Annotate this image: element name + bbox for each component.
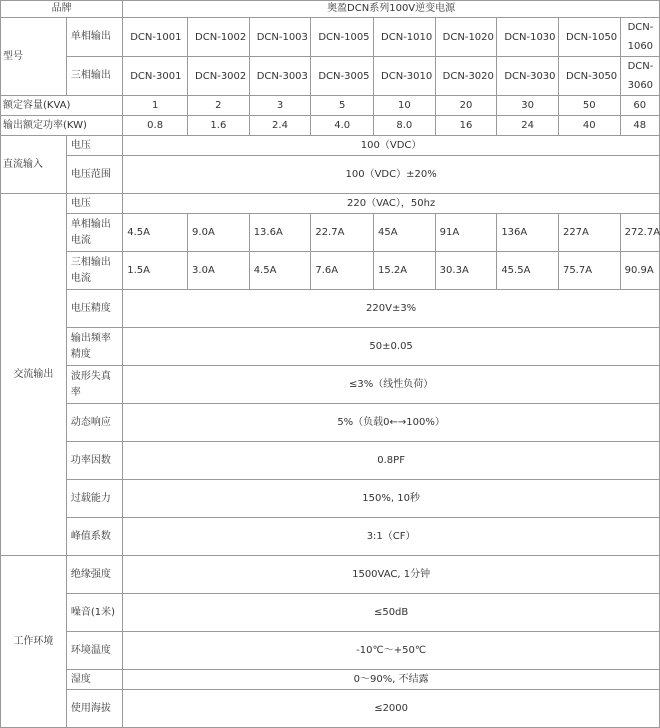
altitude-label: 使用海拔 (66, 690, 122, 728)
current-value: 45.5A (497, 252, 559, 290)
model-cell: DCN-1001 (123, 18, 188, 57)
power-value: 8.0 (374, 116, 436, 136)
current-value: 13.6A (249, 214, 311, 252)
current-value: 9.0A (188, 214, 250, 252)
model-cell: DCN-3003 (249, 57, 311, 96)
dc-voltage-value: 100（VDC） (123, 136, 660, 156)
current-value: 272.7A (620, 214, 659, 252)
voltage-accuracy-row (1, 290, 660, 328)
altitude-row (1, 690, 660, 728)
pf-label: 功率因数 (66, 442, 122, 480)
overload-row (1, 480, 660, 518)
power-value: 0.8 (123, 116, 188, 136)
current-value: 1.5A (123, 252, 188, 290)
current-value: 22.7A (311, 214, 374, 252)
capacity-row (1, 96, 660, 116)
model-cell: DCN-3010 (374, 57, 436, 96)
crest-row (1, 518, 660, 556)
single-phase-label: 单相输出 (66, 18, 122, 57)
noise-value: ≤50dB (123, 594, 660, 632)
capacity-value: 20 (435, 96, 497, 116)
power-value: 16 (435, 116, 497, 136)
model-cell: DCN-1003 (249, 18, 311, 57)
power-label: 输出额定功率(KW) (1, 116, 123, 136)
model-cell: DCN-3050 (558, 57, 620, 96)
freq-accuracy-value: 50±0.05 (123, 328, 660, 366)
altitude-value: ≤2000 (123, 690, 660, 728)
ac-voltage-label: 电压 (66, 194, 122, 214)
dc-voltage-row (1, 136, 660, 156)
dc-range-row (1, 156, 660, 194)
insulation-row (1, 556, 660, 594)
three-current-label: 三相输出电流 (66, 252, 122, 290)
distortion-row (1, 366, 660, 404)
temp-value: -10℃～+50℃ (123, 632, 660, 670)
overload-label: 过载能力 (66, 480, 122, 518)
capacity-value: 3 (249, 96, 311, 116)
noise-label: 噪音(1米) (66, 594, 122, 632)
env-label: 工作环境 (1, 556, 67, 728)
model-cell: DCN-1005 (311, 18, 374, 57)
current-value: 30.3A (435, 252, 497, 290)
model-cell: DCN-1060 (620, 18, 659, 57)
current-value: 4.5A (123, 214, 188, 252)
crest-label: 峰值系数 (66, 518, 122, 556)
overload-value: 150%, 10秒 (123, 480, 660, 518)
current-value: 7.6A (311, 252, 374, 290)
current-value: 4.5A (249, 252, 311, 290)
model-label: 型号 (1, 18, 67, 96)
power-value: 4.0 (311, 116, 374, 136)
three-current-row (1, 252, 660, 290)
temp-row (1, 632, 660, 670)
model-cell: DCN-3030 (497, 57, 559, 96)
three-phase-label: 三相输出 (66, 57, 122, 96)
distortion-value: ≤3%（线性负荷） (123, 366, 660, 404)
model-cell: DCN-1020 (435, 18, 497, 57)
capacity-value: 10 (374, 96, 436, 116)
current-value: 75.7A (558, 252, 620, 290)
current-value: 15.2A (374, 252, 436, 290)
model-cell: DCN-3060 (620, 57, 659, 96)
single-current-row (1, 214, 660, 252)
humidity-row (1, 670, 660, 690)
dynamic-label: 动态响应 (66, 404, 122, 442)
noise-row (1, 594, 660, 632)
current-value: 91A (435, 214, 497, 252)
capacity-value: 30 (497, 96, 559, 116)
voltage-accuracy-value: 220V±3% (123, 290, 660, 328)
ac-output-label: 交流输出 (1, 194, 67, 556)
ac-voltage-value: 220（VAC），50hz (123, 194, 660, 214)
three-phase-model-row (1, 57, 660, 96)
power-value: 40 (558, 116, 620, 136)
dc-range-label: 电压范围 (66, 156, 122, 194)
capacity-label: 额定容量(KVA) (1, 96, 123, 116)
model-cell: DCN-1002 (188, 18, 250, 57)
freq-accuracy-row (1, 328, 660, 366)
dc-range-value: 100（VDC）±20% (123, 156, 660, 194)
current-value: 227A (558, 214, 620, 252)
current-value: 3.0A (188, 252, 250, 290)
power-value: 2.4 (249, 116, 311, 136)
pf-value: 0.8PF (123, 442, 660, 480)
capacity-value: 1 (123, 96, 188, 116)
model-cell: DCN-3020 (435, 57, 497, 96)
single-phase-model-row (1, 18, 660, 57)
pf-row (1, 442, 660, 480)
freq-accuracy-label: 输出频率精度 (66, 328, 122, 366)
capacity-value: 2 (188, 96, 250, 116)
power-row (1, 116, 660, 136)
model-cell: DCN-1010 (374, 18, 436, 57)
insulation-label: 绝缘强度 (66, 556, 122, 594)
brand-label: 品牌 (1, 1, 123, 18)
model-cell: DCN-3005 (311, 57, 374, 96)
dynamic-row (1, 404, 660, 442)
ac-voltage-row (1, 194, 660, 214)
brand-row (1, 1, 660, 18)
humidity-label: 湿度 (66, 670, 122, 690)
power-value: 1.6 (188, 116, 250, 136)
model-cell: DCN-3002 (188, 57, 250, 96)
current-value: 136A (497, 214, 559, 252)
model-cell: DCN-1050 (558, 18, 620, 57)
capacity-value: 50 (558, 96, 620, 116)
dc-input-label: 直流输入 (1, 136, 67, 194)
power-value: 48 (620, 116, 659, 136)
insulation-value: 1500VAC, 1分钟 (123, 556, 660, 594)
crest-value: 3:1（CF） (123, 518, 660, 556)
dynamic-value: 5%（负载0←→100%） (123, 404, 660, 442)
temp-label: 环境温度 (66, 632, 122, 670)
current-value: 90.9A (620, 252, 659, 290)
model-cell: DCN-3001 (123, 57, 188, 96)
brand-title: 奥盈DCN系列100V逆变电源 (123, 1, 660, 18)
current-value: 45A (374, 214, 436, 252)
dc-voltage-label: 电压 (66, 136, 122, 156)
voltage-accuracy-label: 电压精度 (66, 290, 122, 328)
capacity-value: 60 (620, 96, 659, 116)
model-cell: DCN-1030 (497, 18, 559, 57)
distortion-label: 波形失真率 (66, 366, 122, 404)
capacity-value: 5 (311, 96, 374, 116)
single-current-label: 单相输出电流 (66, 214, 122, 252)
humidity-value: 0～90%, 不结露 (123, 670, 660, 690)
power-value: 24 (497, 116, 559, 136)
